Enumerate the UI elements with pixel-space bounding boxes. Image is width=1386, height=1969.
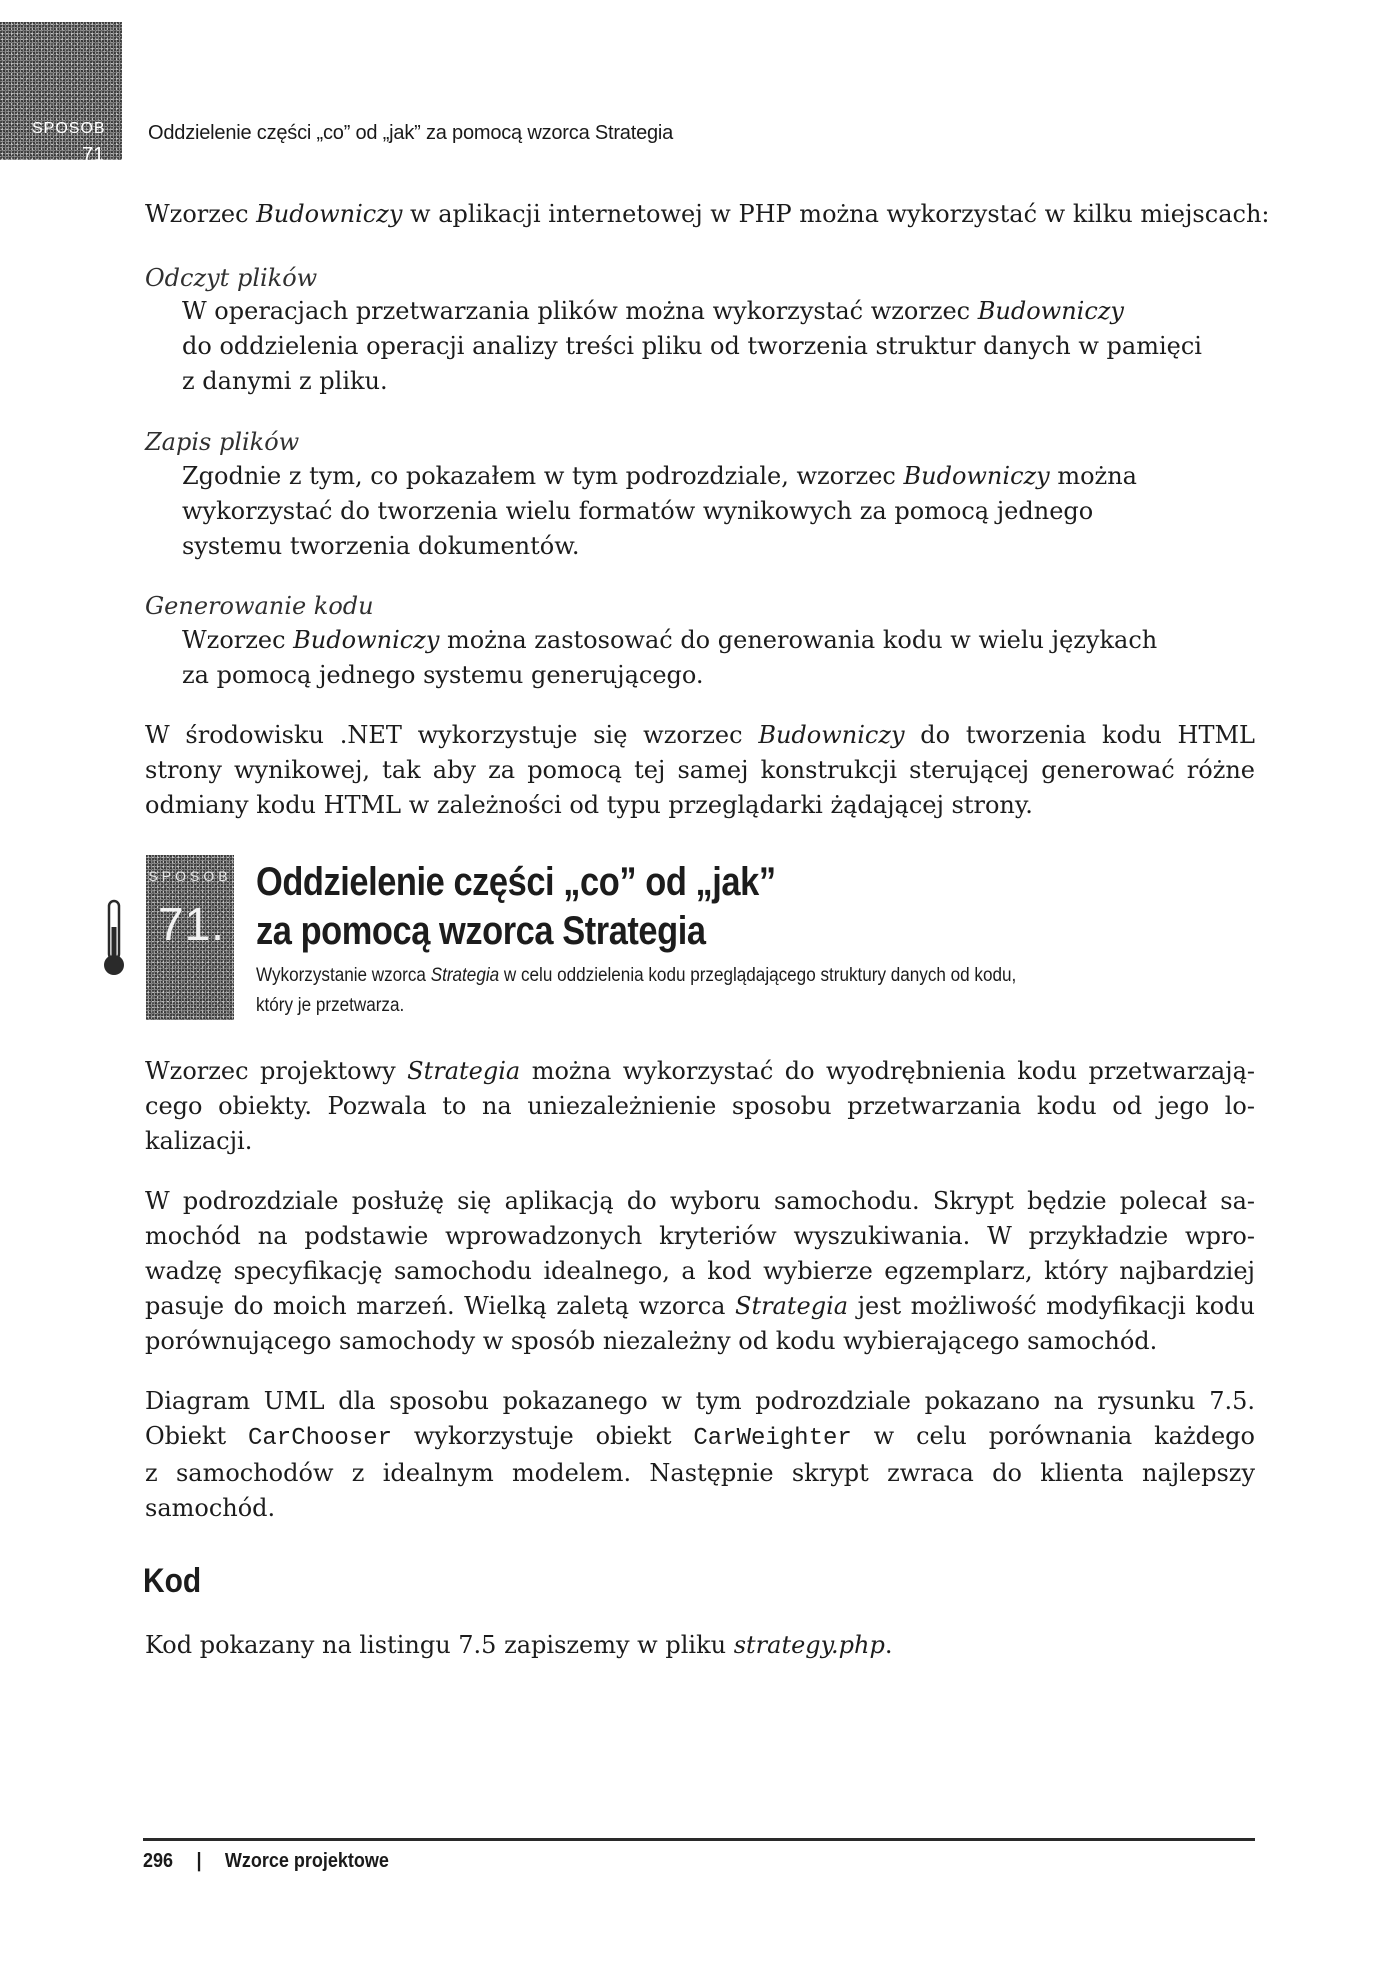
term-zapis-plikow: Zapis plików [145,428,300,456]
kod-heading: Kod [143,1562,202,1600]
definition-zapis-plikow: Zgodnie z tym, co pokazałem w tym podrozdziale, wzorzec Budowniczy można wykorzystać do tworzenia wielu formatów wynikowych za pomocą jednego systemu tworzenia dokumentów. [182,462,1137,560]
code-carchooser: CarChooser [247,1425,393,1452]
car-paragraph: W podrozdziale posłużę się aplikacją do wyboru samochodu. Skrypt będzie polecał sa- mochód na podstawie wprowadzonych kryteriów wyszukiwania. W przykładzie wpro- wadzę specyfikację samochodu idealnego, a kod wybierze egzemplarz, który najbardziej pasuje do moich marzeń. Wielką zaletą wzorca Strategia jest możliwość modyfikacji kodu porównującego samochody w sposób niezależny od kodu wybierającego samochód. [145,1187,1256,1355]
header-sposob-badge [0,22,122,166]
page-number: 296 [143,1850,174,1872]
footer-rule [143,1838,1255,1841]
footer-separator: | [196,1850,202,1872]
definition-generowanie-kodu: Wzorzec Budowniczy można zastosować do generowania kodu w wielu językach za pomocą jednego systemu generującego. [182,626,1158,689]
section-title-line2: za pomocą wzorca Strategia [256,909,706,953]
header-badge-number: 71 [82,144,105,166]
kod-paragraph: Kod pokazany na listingu 7.5 zapiszemy w pliku strategy.php. [145,1631,893,1659]
section-lead: Wykorzystanie wzorca Strategia w celu oddzielenia kodu przeglądającego struktury danych od kodu, który je przetwarza. [256,965,1017,1016]
code-carweighter: CarWeighter [693,1425,852,1452]
section-title-line1: Oddzielenie części „co” od „jak” [256,860,776,904]
thermometer-icon [101,899,127,979]
header-badge-word: SPOSOB [32,120,106,137]
page-footer [143,1850,389,1873]
section-sposob-badge [146,855,234,1020]
running-header-title: Oddzielenie części „co” od „jak” za pomocą wzorca Strategia [148,122,674,144]
intro-paragraph: Wzorzec Budowniczy w aplikacji internetowej w PHP można wykorzystać w kilku miejscach: [145,200,1270,228]
net-paragraph: W środowisku .NET wykorzystuje się wzorzec Budowniczy do tworzenia kodu HTML strony wynikowej, tak aby za pomocą tej samej konstrukcji sterującej generować różne odmiany kodu HTML w zależności od typu przeglądarki żądającej strony. [145,721,1255,819]
section-badge-number: 71. [158,898,225,950]
section-title [256,858,776,956]
chapter-title: Wzorce projektowe [224,1850,389,1872]
strategy-paragraph: Wzorzec projektowy Strategia można wykorzystać do wyodrębnienia kodu przetwarzają- cego obiekty. Pozwala to na uniezależnienie sposobu przetwarzania kodu od jego lo- kalizacji. [145,1057,1255,1155]
definition-odczyt-plikow: W operacjach przetwarzania plików można wykorzystać wzorzec Budowniczy do oddzielenia operacji analizy treści pliku od tworzenia struktur danych w pamięci z danymi z pliku. [182,297,1202,395]
uml-paragraph: Diagram UML dla sposobu pokazanego w tym podrozdziale pokazano na rysunku 7.5. Obiekt CarChooser wykorzystuje obiekt CarWeighter w celu porównania każdego z samochodów z idealnym modelem. Następnie skrypt zwraca do klienta najlepszy samochód. [145,1387,1255,1522]
section-badge-word: SPOSOB [148,868,232,884]
term-generowanie-kodu: Generowanie kodu [145,592,374,620]
term-odczyt-plikow: Odczyt plików [145,264,318,292]
